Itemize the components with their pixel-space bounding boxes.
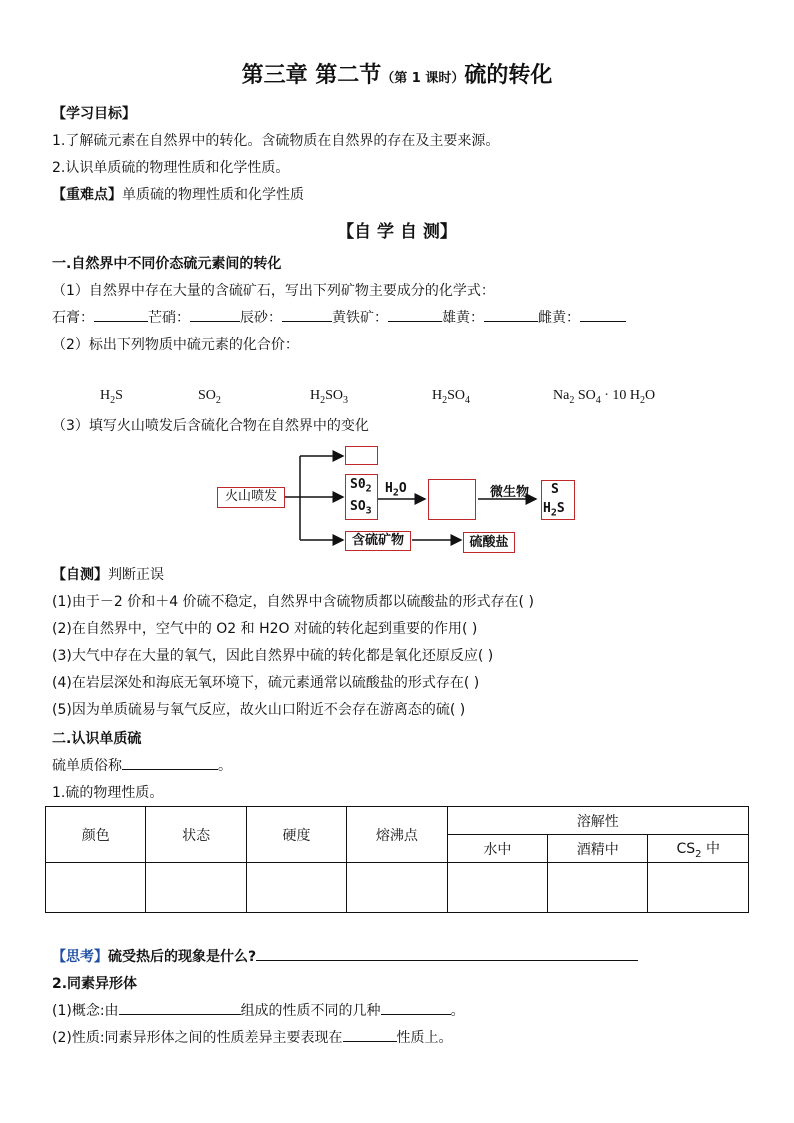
answer-blank[interactable] (388, 307, 442, 322)
think-line (52, 946, 638, 966)
s-h2s-box (541, 480, 575, 520)
header-melting-boiling: 熔沸点 (347, 807, 447, 863)
s-label: S (551, 482, 559, 497)
physical-properties-table (45, 806, 749, 913)
concept-c: 。 (450, 1003, 465, 1019)
answer-box-top[interactable] (345, 446, 378, 465)
think-label: 【思考】 (52, 949, 108, 965)
sulfur-mineral-box (345, 531, 411, 551)
title-topic: 硫的转化 (464, 63, 553, 88)
answer-blank[interactable] (119, 1000, 241, 1015)
answer-box-middle[interactable] (428, 479, 476, 520)
judge-item: (5)因为单质硫易与氧气反应，故火山口附近不会存在游离态的硫( ) (52, 702, 466, 718)
header-color: 颜色 (46, 807, 146, 863)
mineral-cinnabar: 辰砂： (240, 310, 282, 326)
objective-item: 2.认识单质硫的物理性质和化学性质。 (52, 160, 290, 176)
key-points-text: 单质硫的物理性质和化学性质 (122, 187, 304, 203)
cell-blank[interactable] (46, 863, 146, 913)
so2-so3-box: $S0_2$ $SO_3$ (345, 474, 378, 520)
concept-b: 组成的性质不同的几种 (240, 1003, 381, 1019)
cell-blank[interactable] (246, 863, 346, 913)
section2-title: 二.认识单质硫 (52, 731, 142, 747)
header-cs2: $CS_2$ 中 (648, 835, 749, 863)
judge-item: (4)在岩层深处和海底无氧环境下，硫元素通常以硫酸盐的形式存在( ) (52, 675, 480, 691)
cell-blank[interactable] (146, 863, 246, 913)
period: 。 (218, 758, 232, 774)
formula-h2so4: $H_2SO_4$ (432, 388, 471, 406)
answer-blank[interactable] (282, 307, 332, 322)
phys-title: 1.硫的物理性质。 (52, 785, 164, 801)
answer-blank[interactable] (256, 946, 638, 961)
common-name-line (52, 755, 232, 775)
property-a: (2)性质:同素异形体之间的性质差异主要表现在 (52, 1030, 343, 1046)
property-line (52, 1027, 453, 1047)
think-text: 硫受热后的现象是什么? (108, 949, 257, 965)
formula-h2so3: $H_2SO_3$ (310, 388, 349, 406)
sulfate-label: 硫酸盐 (469, 535, 509, 550)
formula-so2: $SO_2$ (198, 388, 221, 406)
question-3: （3）填写火山喷发后含硫化合物在自然界中的变化 (52, 418, 369, 434)
allotrope-title: 2.同素异形体 (52, 976, 138, 992)
header-alcohol: 酒精中 (548, 835, 648, 863)
judge-item: (3)大气中存在大量的氧气，因此自然界中硫的转化都是氧化还原反应( ) (52, 648, 494, 664)
judge-item: (2)在自然界中，空气中的 O2 和 H2O 对硫的转化起到重要的作用( ) (52, 621, 478, 637)
page-title (0, 58, 794, 89)
h2s-label: $H_2S$ (543, 501, 565, 519)
self-test-heading: 【自 学 自 测】 (337, 222, 457, 242)
objectives-header: 【学习目标】 (52, 106, 136, 122)
sulfate-box (463, 532, 515, 553)
header-water: 水中 (447, 835, 547, 863)
common-name-label: 硫单质俗称 (52, 758, 122, 774)
answer-blank[interactable] (381, 1000, 451, 1015)
mineral-orpiment: 雌黄： (538, 310, 580, 326)
header-solubility: 溶解性 (447, 807, 748, 835)
volcano-box: 火山喷发 (217, 487, 285, 508)
cell-blank[interactable] (447, 863, 547, 913)
title-chapter: 第三章 第二节 (241, 63, 382, 88)
key-points (52, 184, 304, 204)
key-points-label: 【重难点】 (52, 187, 122, 203)
cell-blank[interactable] (648, 863, 749, 913)
judge-heading (52, 564, 164, 584)
answer-blank[interactable] (190, 307, 240, 322)
answer-blank[interactable] (484, 307, 538, 322)
formula-glauber-salt: $Na_2$ $SO_4 \cdot 10$ $H_2O$ (553, 388, 656, 406)
concept-a: (1)概念:由 (52, 1003, 119, 1019)
judge-item: (1)由于－2 价和＋4 价硫不稳定，自然界中含硫物质都以硫酸盐的形式存在( ) (52, 594, 534, 610)
cell-blank[interactable] (548, 863, 648, 913)
answer-blank[interactable] (580, 307, 626, 322)
question-1: （1）自然界中存在大量的含硫矿石，写出下列矿物主要成分的化学式： (52, 283, 495, 299)
title-lesson: （第 1 课时） (381, 71, 465, 86)
objective-item: 1.了解硫元素在自然界中的转化。含硫物质在自然界的存在及主要来源。 (52, 133, 500, 149)
mineral-pyrite: 黄铁矿： (332, 310, 388, 326)
header-state: 状态 (146, 807, 246, 863)
answer-blank[interactable] (94, 307, 148, 322)
mineral-blanks (52, 307, 626, 327)
judge-label: 【自测】 (52, 567, 108, 583)
microbe-label: 微生物 (490, 485, 530, 500)
answer-blank[interactable] (122, 755, 218, 770)
h2o-label: $H_2O$ (385, 481, 407, 499)
header-hardness: 硬度 (246, 807, 346, 863)
mineral-realgar: 雄黄： (442, 310, 484, 326)
property-b: 性质上。 (396, 1030, 453, 1046)
question-2: （2）标出下列物质中硫元素的化合价： (52, 337, 299, 353)
mineral-gypsum: 石膏： (52, 310, 94, 326)
concept-line (52, 1000, 465, 1020)
mineral-mirabilite: 芒硝： (148, 310, 190, 326)
answer-blank[interactable] (343, 1027, 397, 1042)
formula-h2s: $H_2S$ (100, 388, 123, 406)
cell-blank[interactable] (347, 863, 447, 913)
sulfur-mineral-label: 含硫矿物 (351, 533, 404, 548)
judge-title: 判断正误 (108, 567, 164, 583)
section1-title: 一.自然界中不同价态硫元素间的转化 (52, 256, 282, 272)
